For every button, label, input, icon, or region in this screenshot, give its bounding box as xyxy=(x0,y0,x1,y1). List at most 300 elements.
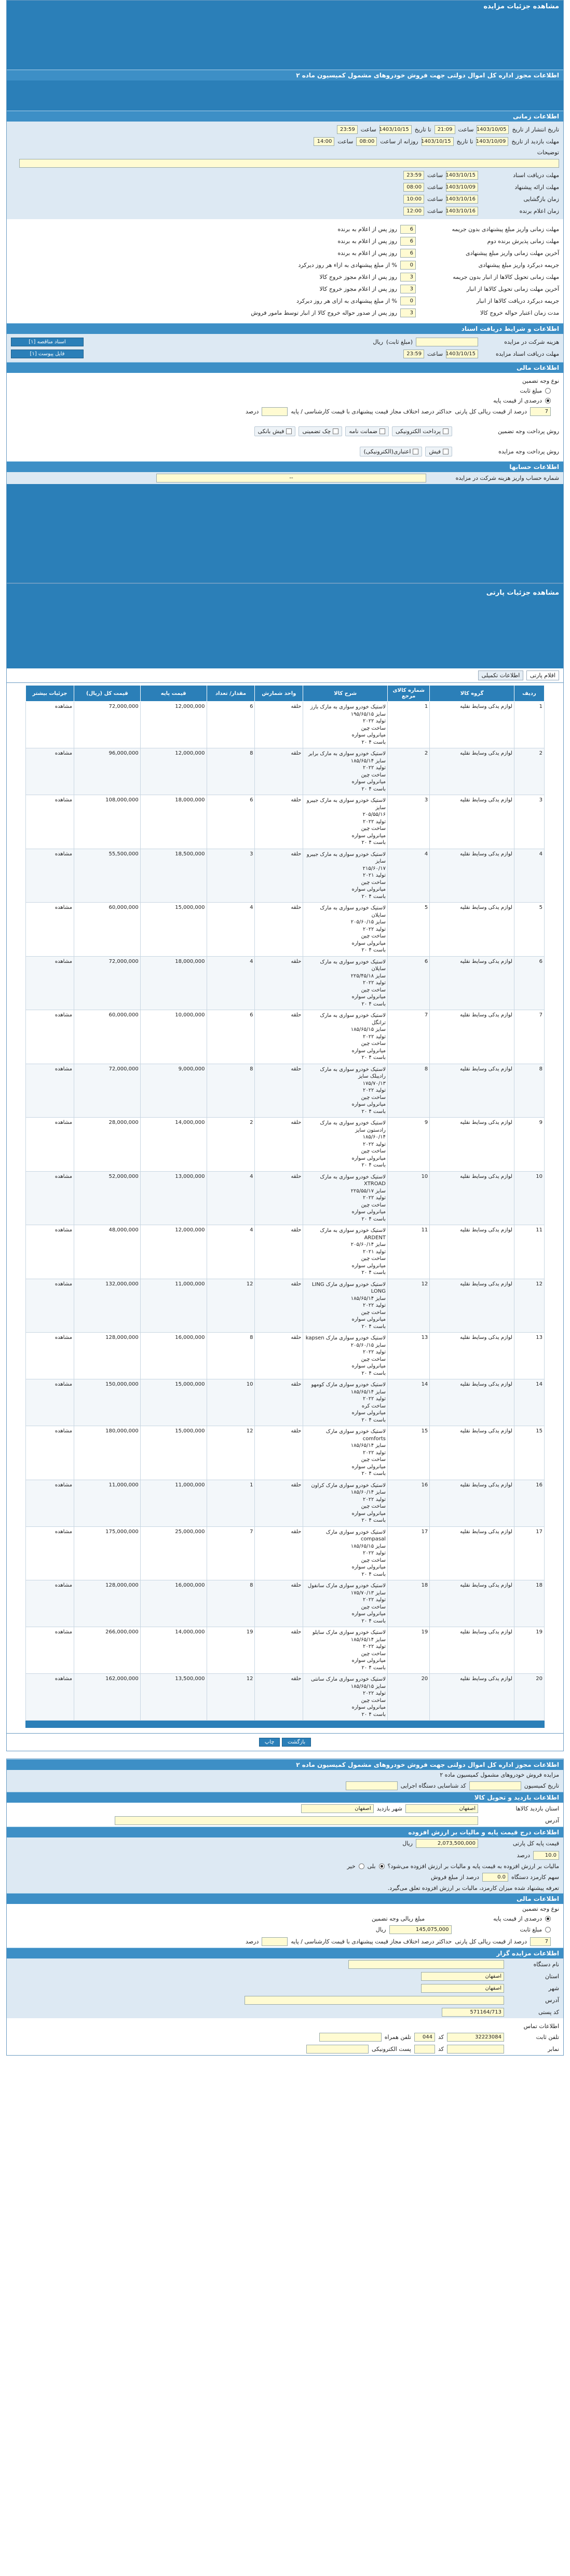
fixed-amount-label: مبلغ ثابت xyxy=(520,387,542,394)
row-details-link[interactable]: مشاهده xyxy=(26,1118,74,1172)
row-code: 10 xyxy=(387,1171,429,1225)
row-desc: لاستیک خودرو سواری مارک compasal سایز ۱۸۵/۶۵/۱۵ تولید ۲۰۲۲ ساخت چین میانرولی سواره باست ۴ ۲۰ xyxy=(303,1526,388,1580)
row-total: 72,000,000 xyxy=(74,956,140,1010)
payment-option[interactable] xyxy=(392,426,452,436)
row-details-link[interactable]: مشاهده xyxy=(26,1333,74,1379)
header-blue-panel xyxy=(7,12,563,70)
announce-label: زمان اعلام برنده xyxy=(519,208,559,214)
row-price: 25,000,000 xyxy=(140,1526,207,1580)
row-qty: 4 xyxy=(207,1225,255,1279)
row-qty: 8 xyxy=(207,1064,255,1118)
to-date-label: تا تاریخ xyxy=(456,138,473,145)
visit-from-time[interactable]: 08:00 xyxy=(356,137,377,146)
row-number: 11 xyxy=(514,1225,544,1279)
row-details-link[interactable]: مشاهده xyxy=(26,849,74,903)
docs-band xyxy=(7,334,563,362)
org-name-value[interactable] xyxy=(348,1960,504,1969)
row-qty: 4 xyxy=(207,956,255,1010)
visit-title: اطلاعات بازدید و تحویل کالا xyxy=(7,1792,563,1803)
row-code: 20 xyxy=(387,1674,429,1721)
col-row: ردیف xyxy=(514,686,544,702)
row-details-link[interactable]: مشاهده xyxy=(26,1526,74,1580)
row-price: 16,000,000 xyxy=(140,1580,207,1627)
open-time[interactable]: 10:00 xyxy=(403,195,424,204)
commission-value[interactable] xyxy=(469,1781,521,1790)
row-unit: حلقه xyxy=(255,1279,303,1333)
row-details-link[interactable]: مشاهده xyxy=(26,1480,74,1526)
row-unit: حلقه xyxy=(255,956,303,1010)
row-unit: حلقه xyxy=(255,1580,303,1627)
row-details-link[interactable]: مشاهده xyxy=(26,1171,74,1225)
col-qty: مقدار/ تعداد xyxy=(207,686,255,702)
doc-receive-date[interactable]: 1403/10/15 xyxy=(446,171,478,180)
auction-payment-option[interactable] xyxy=(425,447,452,457)
check-icon xyxy=(443,428,449,434)
row-group: لوازم یدکی وسایط نقلیه xyxy=(430,795,514,849)
max-diff-value[interactable] xyxy=(262,407,288,416)
fin-amount-value[interactable]: 145,075,000 xyxy=(389,1925,452,1934)
deadline-label: مدت زمان اعتبار حواله خروج کالا xyxy=(480,310,559,316)
row-unit: حلقه xyxy=(255,1171,303,1225)
row-desc: لاستیک خودرو سواری مارک سایلو سایز ۱۸۵/۶۵/۱۴ تولید ۲۰۲۲ ساخت چین میانرولی سواره باست ۴ ۲۰ xyxy=(303,1627,388,1674)
timing-band xyxy=(7,122,563,219)
row-group: لوازم یدکی وسایط نقلیه xyxy=(430,1333,514,1379)
row-price: 16,000,000 xyxy=(140,1333,207,1379)
yes-label: بلی xyxy=(367,1863,376,1870)
row-details-link[interactable]: مشاهده xyxy=(26,1674,74,1721)
doc-fee-value[interactable] xyxy=(416,338,478,346)
row-total: 108,000,000 xyxy=(74,795,140,849)
publish-from-time[interactable]: 21:09 xyxy=(435,125,455,134)
row-group: لوازم یدکی وسایط نقلیه xyxy=(430,1580,514,1627)
tab-party-items[interactable]: اقلام پارتی xyxy=(526,670,559,680)
pricing-title: اطلاعات درج قیمت پایه و مالیات بر ارزش افزوده xyxy=(7,1827,563,1837)
doc-deadline-date[interactable]: 1403/10/15 xyxy=(446,350,478,358)
email-value[interactable] xyxy=(306,2045,369,2054)
publish-label: تاریخ انتشار از تاریخ xyxy=(512,126,559,133)
row-number: 20 xyxy=(514,1674,544,1721)
row-price: 12,000,000 xyxy=(140,748,207,795)
fixed-amount-radio[interactable] xyxy=(545,388,551,394)
check-icon xyxy=(443,449,449,454)
row-qty: 2 xyxy=(207,1118,255,1172)
row-total: 72,000,000 xyxy=(74,1064,140,1118)
check-icon xyxy=(333,428,338,434)
row-details-link[interactable]: مشاهده xyxy=(26,1580,74,1627)
org-city-value[interactable]: اصفهان xyxy=(421,1984,504,1993)
deadline-unit: روز پس از صدور حواله خروج کالا از انبار توسط مامور فروش xyxy=(251,310,397,316)
province-label: استان بازدید کالاها xyxy=(515,1805,559,1812)
address-label: آدرس xyxy=(545,1817,559,1824)
row-total: 132,000,000 xyxy=(74,1279,140,1333)
table-row xyxy=(26,1526,545,1580)
print-button[interactable]: چاپ xyxy=(259,1738,280,1747)
fax-value[interactable] xyxy=(447,2045,504,2054)
fin-fixed-label: مبلغ ثابت xyxy=(520,1926,542,1933)
row-number: 10 xyxy=(514,1171,544,1225)
attachment-button[interactable]: فایل پیوست [۱] xyxy=(11,350,84,358)
row-group: لوازم یدکی وسایط نقلیه xyxy=(430,1426,514,1480)
auction-blue-panel xyxy=(7,81,563,111)
row-group: لوازم یدکی وسایط نقلیه xyxy=(430,1279,514,1333)
row-code: 7 xyxy=(387,1010,429,1064)
row-unit: حلقه xyxy=(255,1526,303,1580)
deadline-value[interactable]: 0 xyxy=(400,297,416,305)
deadline-label: آخرین مهلت زمانی تحویل کالاها از انبار xyxy=(466,286,559,292)
page-title: مشاهده جزئیات مزایده xyxy=(7,1,563,12)
doc-fee-type: (مبلغ ثابت) xyxy=(386,339,413,345)
row-group: لوازم یدکی وسایط نقلیه xyxy=(430,1171,514,1225)
open-date[interactable]: 1403/10/16 xyxy=(446,195,478,204)
row-group: لوازم یدکی وسایط نقلیه xyxy=(430,956,514,1010)
row-qty: 4 xyxy=(207,1171,255,1225)
row-number: 4 xyxy=(514,849,544,903)
row-price: 14,000,000 xyxy=(140,1627,207,1674)
row-total: 180,000,000 xyxy=(74,1426,140,1480)
table-row xyxy=(26,1333,545,1379)
fax-code-value[interactable] xyxy=(414,2045,435,2054)
row-total: 60,000,000 xyxy=(74,1010,140,1064)
table-row xyxy=(26,1064,545,1118)
row-number: 2 xyxy=(514,748,544,795)
org-code-label: کد شناسایی دستگاه اجرایی xyxy=(400,1782,466,1789)
row-number: 3 xyxy=(514,795,544,849)
percent-desc: درصد از قیمت ریالی کل پارتی xyxy=(455,408,527,415)
row-details-link[interactable]: مشاهده xyxy=(26,1379,74,1426)
row-unit: حلقه xyxy=(255,795,303,849)
deadline-unit: % از مبلغ پیشنهادی به ازاء هر روز دیرکرد xyxy=(298,262,397,269)
row-code: 13 xyxy=(387,1333,429,1379)
vat-value[interactable]: 10.0 xyxy=(533,1851,559,1860)
no-radio[interactable] xyxy=(359,1863,364,1869)
doc-fee-label: هزینه شرکت در مزایده xyxy=(504,339,559,345)
table-row xyxy=(26,1674,545,1721)
col-unit: واحد شمارش xyxy=(255,686,303,702)
row-total: 60,000,000 xyxy=(74,903,140,957)
doc-receive-time[interactable]: 23:59 xyxy=(403,171,424,180)
announce-time[interactable]: 12:00 xyxy=(403,207,424,216)
org-city-label: شهر xyxy=(548,1985,559,1992)
visit-to-date[interactable]: 1403/10/15 xyxy=(422,137,454,146)
row-total: 175,000,000 xyxy=(74,1526,140,1580)
check-icon xyxy=(379,428,385,434)
row-qty: 8 xyxy=(207,1580,255,1627)
table-row xyxy=(26,1426,545,1480)
row-details-link[interactable]: مشاهده xyxy=(26,1225,74,1279)
fin-percent-label: درصدی از قیمت پایه xyxy=(493,1915,542,1922)
open-label: زمان بازگشایی xyxy=(523,196,559,203)
payment-option-label: ضمانت نامه xyxy=(349,428,377,435)
deadline-label: مهلت زمانی واریز مبلغ پیشنهادی بدون جریمه xyxy=(452,226,559,233)
fin-max-label: حداکثر درصد اختلاف مجاز قیمت پیشنهادی با قیمت کارشناسی / پایه xyxy=(291,1938,452,1945)
deadline-value[interactable]: 3 xyxy=(400,308,416,317)
mobile-label: تلفن همراه xyxy=(384,2034,411,2041)
row-price: 18,000,000 xyxy=(140,795,207,849)
row-group: لوازم یدکی وسایط نقلیه xyxy=(430,748,514,795)
row-total: 128,000,000 xyxy=(74,1580,140,1627)
table-row xyxy=(26,702,545,748)
row-total: 52,000,000 xyxy=(74,1171,140,1225)
row-details-link[interactable]: مشاهده xyxy=(26,903,74,957)
row-total: 72,000,000 xyxy=(74,702,140,748)
finance-panel xyxy=(7,373,563,461)
row-qty: 7 xyxy=(207,1526,255,1580)
accounts-title: اطلاعات حسابها xyxy=(7,461,563,472)
publish-from-date[interactable]: 1403/10/05 xyxy=(477,125,509,134)
row-unit: حلقه xyxy=(255,849,303,903)
org-code-value[interactable] xyxy=(346,1781,398,1790)
percent-radio[interactable] xyxy=(545,398,551,404)
publish-to-date[interactable]: 1403/10/15 xyxy=(379,125,412,134)
deadline-value[interactable]: 0 xyxy=(400,261,416,270)
row-total: 48,000,000 xyxy=(74,1225,140,1279)
row-qty: 6 xyxy=(207,795,255,849)
table-row xyxy=(26,903,545,957)
row-qty: 8 xyxy=(207,748,255,795)
col-code: شماره کالای مرجع xyxy=(387,686,429,702)
code-value[interactable]: 044 xyxy=(414,2033,435,2042)
row-total: 11,000,000 xyxy=(74,1480,140,1526)
row-group: لوازم یدکی وسایط نقلیه xyxy=(430,1225,514,1279)
row-total: 266,000,000 xyxy=(74,1627,140,1674)
table-row xyxy=(26,1171,545,1225)
row-details-link[interactable]: مشاهده xyxy=(26,956,74,1010)
row-number: 6 xyxy=(514,956,544,1010)
row-details-link[interactable]: مشاهده xyxy=(26,1010,74,1064)
fin-max-value[interactable] xyxy=(262,1937,288,1946)
row-price: 18,000,000 xyxy=(140,956,207,1010)
table-row xyxy=(26,1225,545,1279)
fin-percent-radio[interactable] xyxy=(545,1916,551,1922)
deadline-row xyxy=(7,235,563,247)
doc-receive-label: مهلت دریافت اسناد xyxy=(513,172,559,179)
org-addr-value[interactable] xyxy=(245,1996,504,2005)
row-qty: 3 xyxy=(207,849,255,903)
back-button[interactable]: بازگشت xyxy=(282,1738,311,1747)
visit-from-date[interactable]: 1403/10/09 xyxy=(476,137,508,146)
fin-fixed-radio[interactable] xyxy=(545,1927,551,1933)
row-desc: لاستیک خودرو سواری به مارک ARDENT سایز ۲۰۵/۶۰/۱۴ تولید ۲۰۲۱ ساخت چین میانرولی سواره باست ۴ ۲۰ xyxy=(303,1225,388,1279)
table-row xyxy=(26,1379,545,1426)
deadline-row xyxy=(7,307,563,319)
row-unit: حلقه xyxy=(255,1010,303,1064)
row-total: 150,000,000 xyxy=(74,1379,140,1426)
no-label: خیر xyxy=(347,1863,356,1870)
docs-title: اطلاعات و شرایط دریافت اسناد xyxy=(7,323,563,334)
row-details-link[interactable]: مشاهده xyxy=(26,748,74,795)
time-label: ساعت xyxy=(427,208,443,214)
row-price: 15,000,000 xyxy=(140,1379,207,1426)
deadline-unit: روز پس از اعلام به برنده xyxy=(337,238,397,245)
offer-label: مهلت ارائه پیشنهاد xyxy=(514,184,559,191)
row-code: 1 xyxy=(387,702,429,748)
row-code: 6 xyxy=(387,956,429,1010)
row-group: لوازم یدکی وسایط نقلیه xyxy=(430,1480,514,1526)
percent-value[interactable]: 7 xyxy=(530,407,551,416)
row-details-link[interactable]: مشاهده xyxy=(26,702,74,748)
row-code: 15 xyxy=(387,1426,429,1480)
deadline-row xyxy=(7,283,563,295)
deadline-value[interactable]: 3 xyxy=(400,273,416,281)
row-code: 2 xyxy=(387,748,429,795)
row-details-link[interactable]: مشاهده xyxy=(26,1279,74,1333)
row-number: 17 xyxy=(514,1526,544,1580)
row-number: 7 xyxy=(514,1010,544,1064)
seller-label: مزایده فروش خودروهای مشمول کمیسیون ماده ۲ xyxy=(440,1772,559,1778)
yes-radio[interactable] xyxy=(379,1863,385,1869)
payment-option[interactable] xyxy=(298,426,342,436)
payment-method-label: روش پرداخت وجه تضمین xyxy=(498,428,559,435)
row-code: 19 xyxy=(387,1627,429,1674)
base-price-value[interactable]: 2,073,500,000 xyxy=(416,1839,478,1848)
deadline-value[interactable]: 6 xyxy=(400,249,416,258)
base-price-unit: ریال xyxy=(402,1840,413,1847)
phone-value[interactable]: 32223084 xyxy=(447,2033,504,2042)
timing-title: اطلاعات زمانی xyxy=(7,111,563,122)
doc-deadline-time[interactable]: 23:59 xyxy=(403,350,424,358)
row-group: لوازم یدکی وسایط نقلیه xyxy=(430,849,514,903)
row-total: 96,000,000 xyxy=(74,748,140,795)
row-total: 55,500,000 xyxy=(74,849,140,903)
row-qty: 6 xyxy=(207,702,255,748)
share-value[interactable]: 0.0 xyxy=(482,1873,508,1882)
daily-label: روزانه از ساعت xyxy=(380,138,418,145)
mobile-value[interactable] xyxy=(319,2033,382,2042)
row-desc: لاستیک خودرو سواری مارک سانفول سایز ۱۷۵/۷۰/۱۳ تولید ۲۰۲۲ ساخت چین میانرولی سواره باست ۴ ۲۰ xyxy=(303,1580,388,1627)
row-code: 12 xyxy=(387,1279,429,1333)
deadline-row xyxy=(7,259,563,271)
row-details-link[interactable]: مشاهده xyxy=(26,1627,74,1674)
row-qty: 10 xyxy=(207,1379,255,1426)
visit-to-time[interactable]: 14:00 xyxy=(314,137,334,146)
announce-date[interactable]: 1403/10/16 xyxy=(446,207,478,216)
payment-option-label: پرداخت الکترونیکی xyxy=(396,428,441,435)
code-label: کد xyxy=(438,2046,444,2052)
deadline-value[interactable]: 3 xyxy=(400,285,416,293)
row-unit: حلقه xyxy=(255,1333,303,1379)
row-code: 17 xyxy=(387,1526,429,1580)
postal-value[interactable]: 571164/713 xyxy=(442,2008,504,2017)
visit-label: مهلت بازدید از تاریخ xyxy=(511,138,559,145)
table-row xyxy=(26,795,545,849)
row-code: 18 xyxy=(387,1580,429,1627)
province-value[interactable]: اصفهان xyxy=(405,1804,478,1813)
row-qty: 12 xyxy=(207,1426,255,1480)
percent-label: درصدی از قیمت پایه xyxy=(493,397,542,404)
deadline-label: جریمه دیرکرد واریز مبلغ پیشنهادی xyxy=(478,262,559,269)
account-value[interactable]: -- xyxy=(156,474,426,482)
party-section xyxy=(6,583,564,1751)
table-row xyxy=(26,1627,545,1674)
tab-extra-info[interactable]: اطلاعات تکمیلی xyxy=(478,670,524,680)
deadline-label: مهلت زمانی تحویل کالاها از انبار بدون جریمه xyxy=(453,274,559,280)
deadline-row xyxy=(7,271,563,283)
row-price: 15,000,000 xyxy=(140,903,207,957)
table-row xyxy=(26,1279,545,1333)
row-desc: لاستیک خودرو سواری به مارک رادیبلک سایز ۱۷۵/۷۰/۱۳ تولید ۲۰۲۲ ساخت چین میانرولی سواره باست ۴ ۲۰ xyxy=(303,1064,388,1118)
vat-question: مالیات بر ارزش افزوده به قیمت پایه و مالیات بر ارزش افزوده می‌شود؟ xyxy=(387,1863,559,1870)
table-row xyxy=(26,1580,545,1627)
col-details: جزئیات بیشتر xyxy=(26,686,74,702)
row-unit: حلقه xyxy=(255,903,303,957)
row-details-link[interactable]: مشاهده xyxy=(26,1064,74,1118)
deadline-value[interactable]: 6 xyxy=(400,237,416,246)
row-code: 14 xyxy=(387,1379,429,1426)
row-group: لوازم یدکی وسایط نقلیه xyxy=(430,1674,514,1721)
license-section xyxy=(6,1759,564,2056)
auction-payment-option[interactable] xyxy=(360,447,422,457)
row-price: 10,000,000 xyxy=(140,1010,207,1064)
city-label: شهر بازدید xyxy=(376,1805,402,1812)
auction-payment-option-label: اعتباری(الکترونیکی) xyxy=(363,448,411,455)
row-price: 15,000,000 xyxy=(140,1426,207,1480)
deadline-row xyxy=(7,295,563,307)
table-row xyxy=(26,956,545,1010)
row-total: 162,000,000 xyxy=(74,1674,140,1721)
row-qty: 1 xyxy=(207,1480,255,1526)
fin-type-label: نوع وجه تضمین xyxy=(522,1906,559,1912)
row-qty: 6 xyxy=(207,1010,255,1064)
description-field[interactable] xyxy=(19,159,559,168)
address-value[interactable] xyxy=(115,1816,478,1825)
time-label: ساعت xyxy=(360,126,376,133)
org-province-value[interactable]: اصفهان xyxy=(421,1972,504,1981)
row-details-link[interactable]: مشاهده xyxy=(26,1426,74,1480)
row-group: لوازم یدکی وسایط نقلیه xyxy=(430,1118,514,1172)
table-row xyxy=(26,1010,545,1064)
row-number: 9 xyxy=(514,1118,544,1172)
payment-option[interactable] xyxy=(254,426,296,436)
finance-title: اطلاعات مالی xyxy=(7,362,563,373)
tender-docs-button[interactable]: اسناد مناقصه [۱] xyxy=(11,338,84,346)
time-label: ساعت xyxy=(458,126,474,133)
email-label: پست الکترونیکی xyxy=(372,2046,411,2052)
row-qty: 4 xyxy=(207,903,255,957)
publish-to-time[interactable]: 23:59 xyxy=(337,125,358,134)
deadline-label: جریمه دیرکرد دریافت کالاها از انبار xyxy=(476,298,559,304)
deadline-label: آخرین مهلت زمانی واریز مبلغ پیشنهادی xyxy=(466,250,559,257)
row-price: 18,500,000 xyxy=(140,849,207,903)
city-value[interactable]: اصفهان xyxy=(301,1804,374,1813)
row-number: 14 xyxy=(514,1379,544,1426)
deadline-unit: روز پس از اعلام به برنده xyxy=(337,226,397,233)
row-price: 13,500,000 xyxy=(140,1674,207,1721)
deadline-value[interactable]: 6 xyxy=(400,225,416,234)
to-date-label: تا تاریخ xyxy=(414,126,431,133)
row-number: 16 xyxy=(514,1480,544,1526)
row-group: لوازم یدکی وسایط نقلیه xyxy=(430,1010,514,1064)
payment-option[interactable] xyxy=(345,426,389,436)
items-table xyxy=(25,685,545,1721)
row-details-link[interactable]: مشاهده xyxy=(26,795,74,849)
offer-date[interactable]: 1403/10/09 xyxy=(446,183,478,192)
fin-percent-value[interactable]: 7 xyxy=(530,1937,551,1946)
table-footer xyxy=(25,1721,545,1728)
deadline-row xyxy=(7,223,563,235)
fin-max-unit: درصد xyxy=(246,1938,259,1945)
offer-time[interactable]: 08:00 xyxy=(403,183,424,192)
row-desc: لاستیک خودرو سواری مارک comforts سایز ۱۸۵/۶۵/۱۴ تولید ۲۰۲۲ ساخت چین میانرولی سواره باست ۴ ۲۰ xyxy=(303,1426,388,1480)
row-total: 128,000,000 xyxy=(74,1333,140,1379)
row-unit: حلقه xyxy=(255,1674,303,1721)
row-unit: حلقه xyxy=(255,1627,303,1674)
row-desc: لاستیک خودرو سواری مارک کومهو سایز ۱۸۵/۶۵/۱۴ تولید ۲۰۲۲ ساخت کره میانرولی سواره باست ۴ ۲۰ xyxy=(303,1379,388,1426)
pricing-note: تعرفه پیشنهاد شده میزان کارمزد، مالیات بر ارزش افزوده تعلق می‌گیرد. xyxy=(387,1885,559,1891)
table-header-row xyxy=(26,686,545,702)
row-number: 15 xyxy=(514,1426,544,1480)
deadline-unit: روز پس از اعلام مجوز خروج کالا xyxy=(319,274,397,280)
row-price: 11,000,000 xyxy=(140,1279,207,1333)
